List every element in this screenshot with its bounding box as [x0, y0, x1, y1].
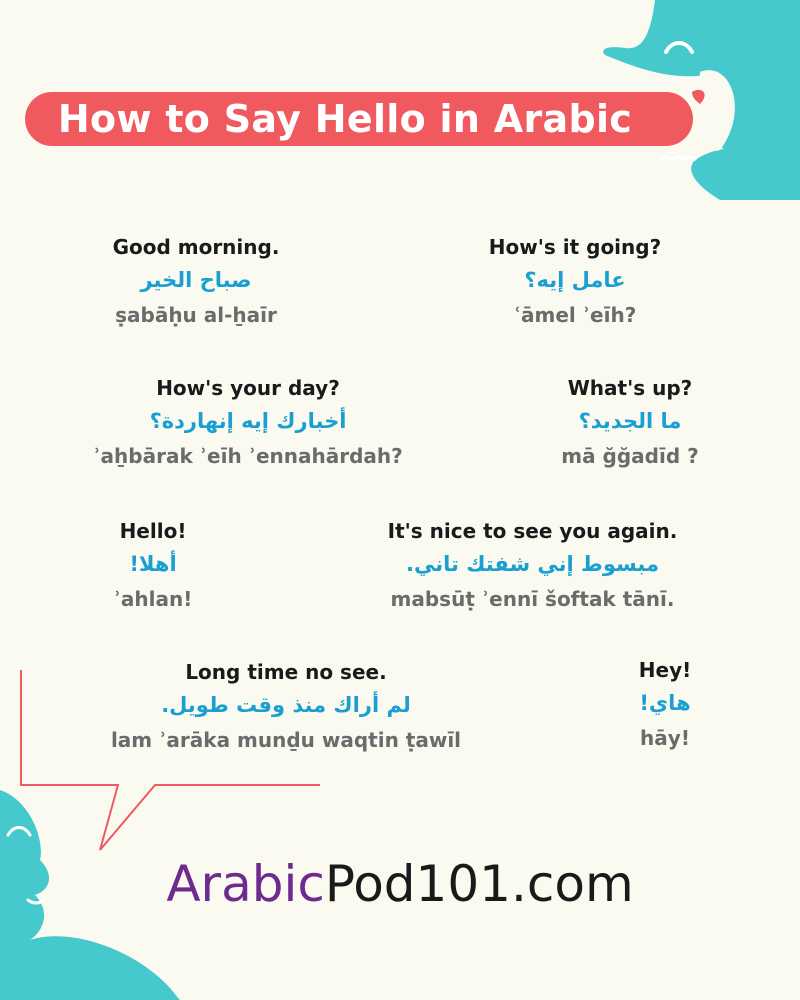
- phrase-arabic: أهلا!: [129, 552, 177, 576]
- phrase-arabic: أخبارك إيه إنهاردة؟: [149, 409, 347, 433]
- phrase-english: Long time no see.: [185, 660, 387, 684]
- character-head-bottom: [691, 148, 800, 201]
- phrase-hey: [615, 655, 715, 755]
- phrase-whats-up: [530, 373, 730, 473]
- phrase-hello: [83, 516, 223, 616]
- phrase-long-time-no-see: [86, 657, 486, 757]
- phrase-arabic: ما الجديد؟: [578, 409, 682, 433]
- phrase-transliteration: ʿāmel ʾeīh?: [513, 303, 637, 327]
- phrase-transliteration: ʾaẖbārak ʾeīh ʾennahārdah?: [93, 444, 403, 468]
- phrase-transliteration: ṣabāḥu al-ẖaīr: [115, 303, 277, 327]
- phrase-english: How's your day?: [156, 376, 340, 400]
- phrase-english: What's up?: [567, 376, 693, 400]
- phrase-nice-to-see-you-again: [360, 516, 705, 616]
- phrase-arabic: هاي!: [639, 691, 691, 715]
- brand-part-pod101: Pod101.com: [324, 855, 634, 913]
- phrase-arabic: صباح الخير: [140, 268, 252, 292]
- phrase-english: It's nice to see you again.: [387, 519, 678, 543]
- phrase-english: Hello!: [119, 519, 187, 543]
- phrase-transliteration: mā ğğadīd ?: [561, 444, 699, 468]
- phrase-transliteration: ʾahlan!: [113, 587, 193, 611]
- phrase-transliteration: lam ʾarāka munḏu waqtin ṭawīl: [110, 728, 462, 752]
- page-title: How to Say Hello in Arabic: [57, 97, 633, 141]
- phrase-transliteration: mabsūṭ ʾennī šoftak tānī.: [390, 587, 675, 611]
- brand-logo: [0, 852, 800, 916]
- phrase-transliteration: hāy!: [640, 726, 690, 750]
- title-banner: [25, 92, 693, 146]
- phrase-good-morning: [66, 232, 326, 332]
- phrase-arabic: مبسوط إني شفتك تاني.: [406, 552, 659, 576]
- phrase-english: Hey!: [638, 658, 692, 682]
- phrase-hows-your-day: [58, 373, 438, 473]
- phrase-arabic: لم أراك منذ وقت طويل.: [161, 693, 411, 717]
- phrase-hows-it-going: [445, 232, 705, 332]
- phrase-arabic: عامل إيه؟: [524, 268, 626, 292]
- brand-part-arabic: Arabic: [166, 855, 325, 913]
- character-teeth: [660, 157, 696, 160]
- phrase-english: How's it going?: [488, 235, 662, 259]
- phrase-english: Good morning.: [112, 235, 280, 259]
